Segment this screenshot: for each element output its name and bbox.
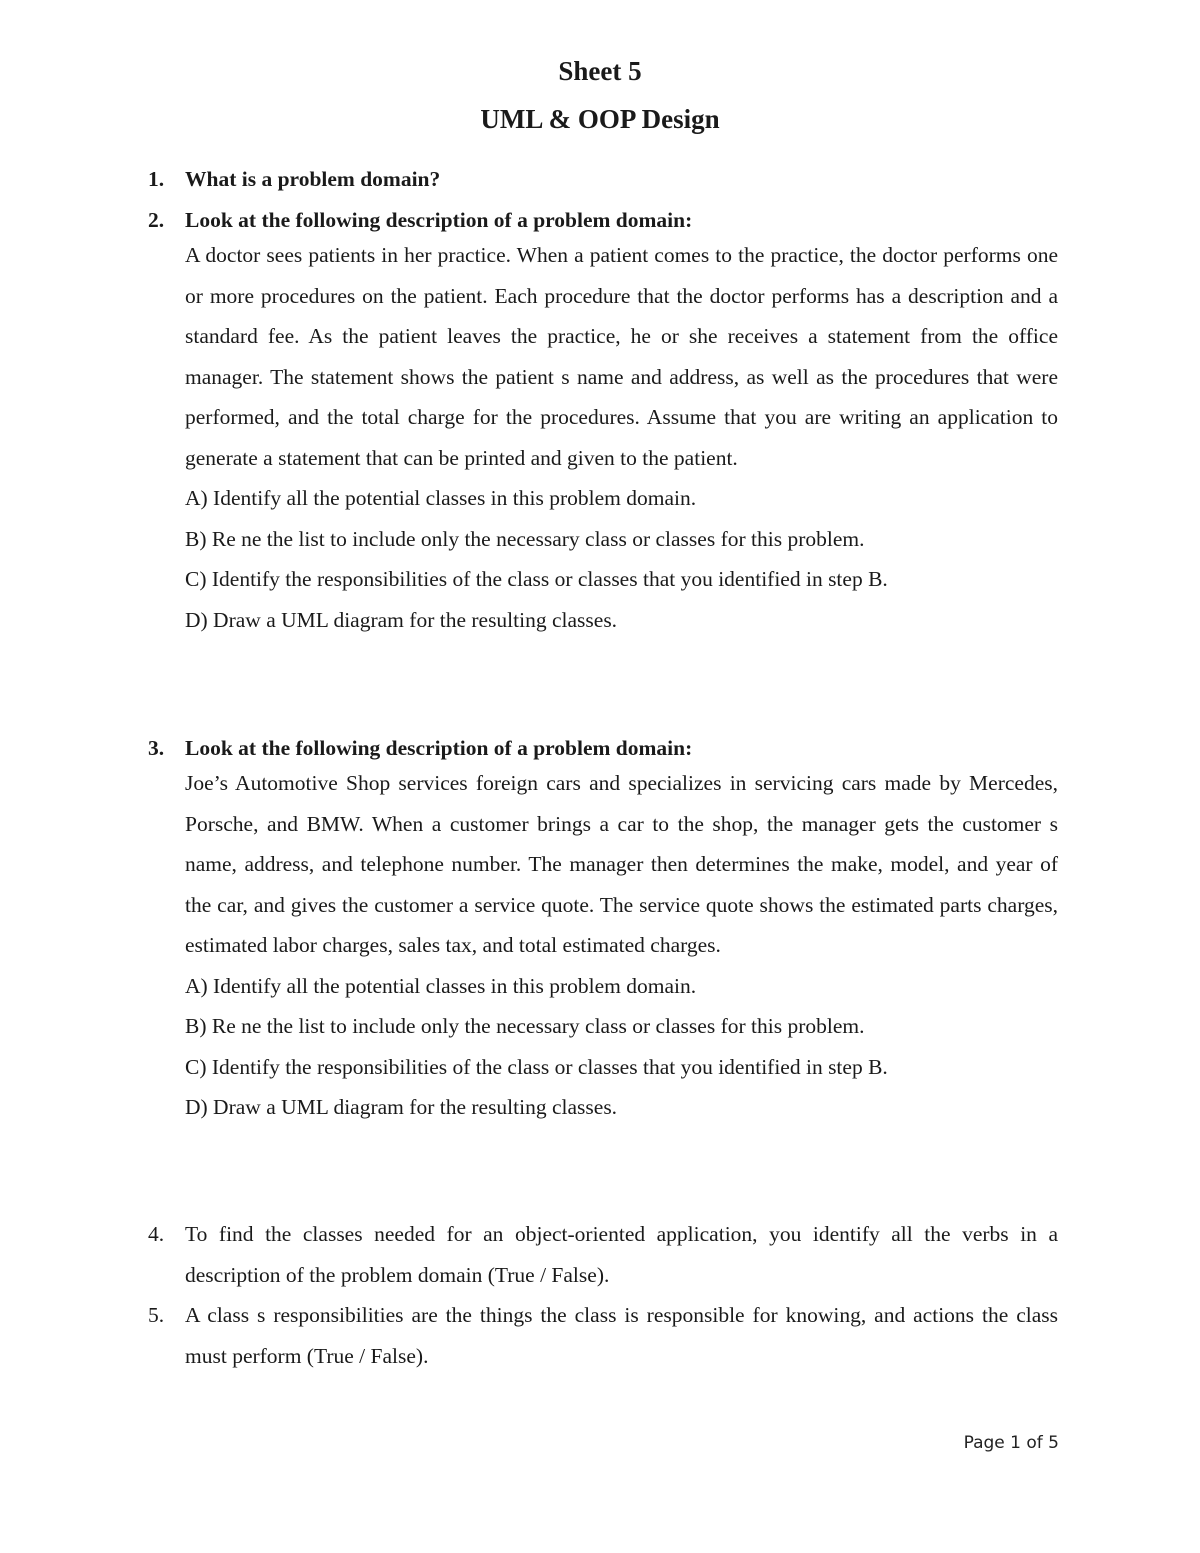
sub-question-b: B) Re ne the list to include only the necessary class or classes for this problem.: [185, 1014, 865, 1038]
sub-question-a: A) Identify all the potential classes in this problem domain.: [185, 973, 697, 998]
question-text: A class s responsibilities are the things the class is responsible for knowing, and actions the class must perform (True / False).: [185, 1303, 1058, 1368]
sub-question-d: D) Draw a UML diagram for the resulting classes.: [185, 607, 618, 632]
page-number: Page 1 of 5: [963, 1433, 1059, 1453]
sub-question-b: B) Re ne the list to include only the necessary class or classes for this problem.: [185, 526, 865, 551]
question-prompt: What is a problem domain?: [185, 167, 441, 191]
sub-question-a: A) Identify all the potential classes in this problem domain.: [185, 486, 697, 510]
question-prompt: Look at the following description of a problem domain:: [185, 736, 693, 760]
problem-description: Joe’s Automotive Shop services foreign cars and specializes in servicing cars made by Mercedes, Porsche, and BMW. When a customer brings a car to the shop, the manager gets the customer s name, address, and telephone number. The manager then determines the make, model, and year of the car, and gives the customer a service quote. The service quote shows the estimated parts charges, estimated labor charges, sales tax, and total estimated charges.: [185, 771, 1058, 957]
problem-description: A doctor sees patients in her practice. When a patient comes to the practice, the doctor performs one or more procedures on the patient. Each procedure that the doctor performs has a description and a standard fee. As the patient leaves the practice, he or she receives a statement from the office manager. The statement shows the patient s name and address, as well as the procedures that were performed, and the total charge for the procedures. Assume that you are writing an application to generate a statement that can be printed and given to the patient.: [185, 243, 1058, 470]
sub-question-d: D) Draw a UML diagram for the resulting classes.: [185, 1095, 618, 1119]
subject-title: UML & OOP Design: [480, 104, 720, 134]
question-text: To find the classes needed for an object-oriented application, you identify all the verbs in a description of the problem domain (True / False).: [185, 1222, 1058, 1287]
sheet-title: Sheet 5: [558, 56, 642, 86]
question-number: 3.: [148, 736, 165, 760]
question-number: 5.: [148, 1303, 165, 1327]
sub-question-c: C) Identify the responsibilities of the class or classes that you identified in step B.: [185, 567, 888, 591]
question-number: 1.: [148, 167, 165, 191]
question-number: 4.: [148, 1222, 165, 1246]
question-number: 2.: [148, 208, 165, 232]
sub-question-c: C) Identify the responsibilities of the class or classes that you identified in step B.: [185, 1054, 888, 1079]
question-prompt: Look at the following description of a problem domain:: [185, 208, 693, 232]
